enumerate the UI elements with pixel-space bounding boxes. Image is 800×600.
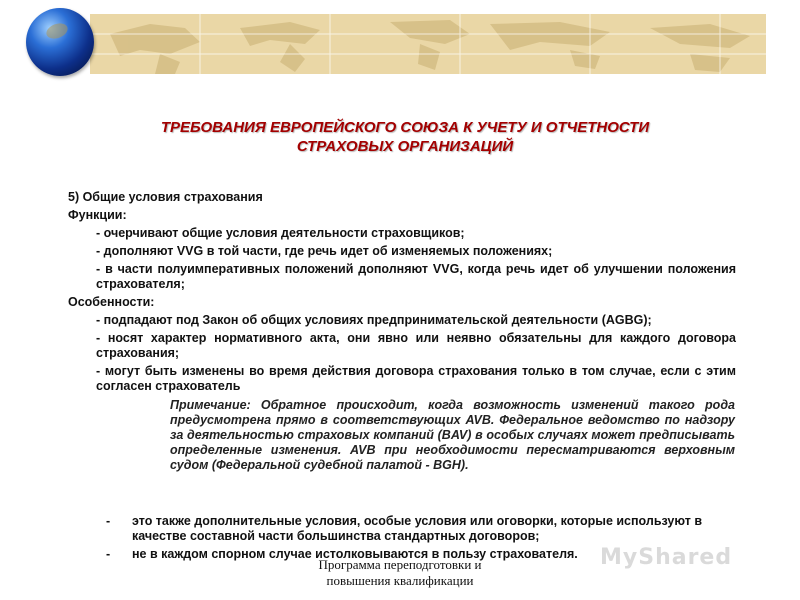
bottom-list-text: это также дополнительные условия, особые условия или оговорки, которые используют в качестве составной части большинства стандартных договоров; (132, 514, 703, 543)
world-map-graphic (90, 14, 766, 74)
feature-item: - носят характер нормативного акта, они явно или неявно обязательны для каждого договора страхования; (96, 331, 736, 360)
footer-line2: повышения квалификации (326, 573, 474, 588)
function-item: - очерчивают общие условия деятельности страховщиков; (96, 226, 465, 240)
slide-content (68, 190, 736, 473)
header-world-map-banner (90, 14, 766, 74)
functions-heading: Функции: (68, 208, 127, 222)
feature-item: - подпадают под Закон об общих условиях предпринимательской деятельности (AGBG); (96, 313, 652, 327)
slide-footer (300, 557, 500, 589)
features-heading: Особенности: (68, 295, 155, 309)
function-item: - в части полуимперативных положений дополняют VVG, когда речь идет об улучшении положения страхователя; (96, 262, 736, 291)
bullet-dash-icon: - (106, 547, 111, 561)
function-item: - дополняют VVG в той части, где речь идет об изменяемых положениях; (96, 244, 553, 258)
note-paragraph: Примечание: Обратное происходит, когда возможность изменений такого рода предусмотрена прямо в соответствующих AVB. Федеральное ведомство по надзору за деятельностью страховых компаний (BAV) в особых случаях может предписывать определенные изменения. AVB при необходимости пересматриваются верховным судом (Федеральной судебной палатой - BGH). (170, 398, 735, 472)
bottom-list-item (102, 514, 742, 544)
bottom-list-text: не в каждом спорном случае истолковываются в пользу страхователя. (132, 547, 578, 561)
watermark: MyShared (600, 545, 733, 570)
bullet-dash-icon: - (106, 514, 111, 528)
section-heading: 5) Общие условия страхования (68, 190, 263, 204)
footer-line1: Программа переподготовки и (318, 557, 482, 572)
globe-icon (26, 8, 94, 76)
slide-title-line1: ТРЕБОВАНИЯ ЕВРОПЕЙСКОГО СОЮЗА К УЧЕТУ И ОТЧЕТНОСТИ (160, 119, 650, 136)
feature-item: - могут быть изменены во время действия договора страхования только в том случае, если с этим согласен страхователь (96, 364, 736, 393)
slide-title-line2: СТРАХОВЫХ ОРГАНИЗАЦИЙ (296, 138, 514, 155)
slide-title (100, 118, 710, 156)
